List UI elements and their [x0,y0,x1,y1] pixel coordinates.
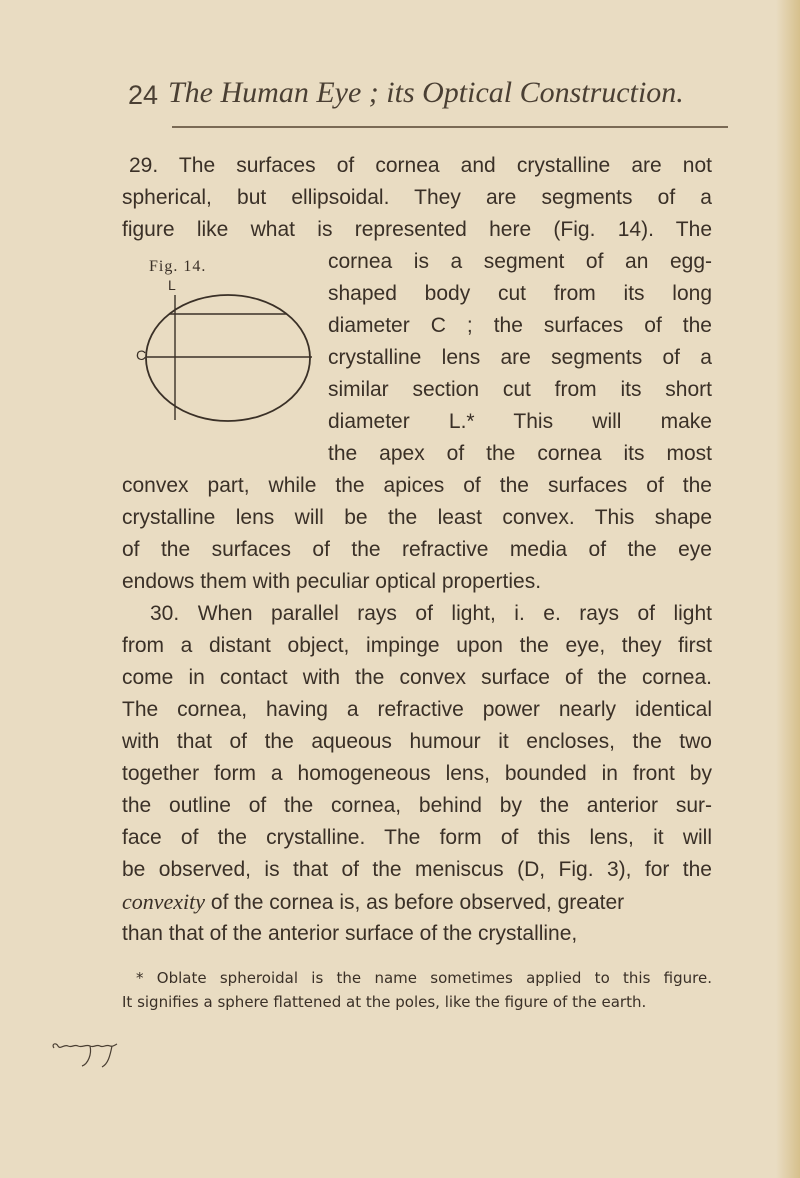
handwritten-margin-note [50,1034,120,1074]
text-line: be observed, is that of the meniscus (D, Fig. 3), for the [122,858,712,881]
text-line: crystalline lens will be the least convex. This shape [122,506,712,529]
page-header [128,72,730,128]
text-line: the outline of the cornea, behind by the anterior sur- [122,794,712,817]
text-line: come in contact with the convex surface of the cornea. [122,666,712,689]
ellipsoid-figure [138,278,338,428]
text-line: endows them with peculiar optical properties. [122,570,542,593]
page-number: 24 [128,80,159,110]
text-line [122,887,712,917]
letter-l: L [168,277,176,293]
text-line-rest: of the cornea is, as before observed, greater [205,891,625,914]
text-line: from a distant object, impinge upon the eye, they first [122,634,712,657]
text-line: similar section cut from its short [328,378,712,401]
text-line: diameter L.* This will make [328,410,712,433]
page-edge-shade [776,0,800,1178]
text-line: face of the crystalline. The form of this lens, it will [122,826,712,849]
text-line: together form a homogeneous lens, bounded in front by [122,762,712,785]
text-line: 30. When parallel rays of light, i. e. rays of light [150,602,712,625]
text-line: than that of the anterior surface of the crystalline, [122,922,578,945]
header-rule [172,126,728,128]
footnote-line: It signifies a sphere flattened at the poles, like the figure of the earth. [122,993,647,1011]
text-line: 29. The surfaces of cornea and crystalline are not [129,154,712,177]
text-line: of the surfaces of the refractive media of the eye [122,538,712,561]
text-line: spherical, but ellipsoidal. They are segments of a [122,186,712,209]
text-line: the apex of the cornea its most [328,442,712,465]
text-line: with that of the aqueous humour it encloses, the two [122,730,712,753]
italic-word: convexity [122,889,206,914]
text-line: The cornea, having a refractive power nearly identical [122,698,712,721]
text-line: cornea is a segment of an egg- [328,250,712,273]
text-line: crystalline lens are segments of a [328,346,712,369]
text-line: convex part, while the apices of the surfaces of the [122,474,712,497]
text-line: shaped body cut from its long [328,282,712,305]
running-title: The Human Eye ; its Optical Construction. [168,76,684,109]
letter-c: C [136,347,147,363]
figure-label: Fig. 14. [149,258,207,275]
text-line: figure like what is represented here (Fig. 14). The [122,218,712,241]
footnote-line: * Oblate spheroidal is the name sometimes applied to this figure. [136,969,712,987]
text-line: diameter C ; the surfaces of the [328,314,712,337]
